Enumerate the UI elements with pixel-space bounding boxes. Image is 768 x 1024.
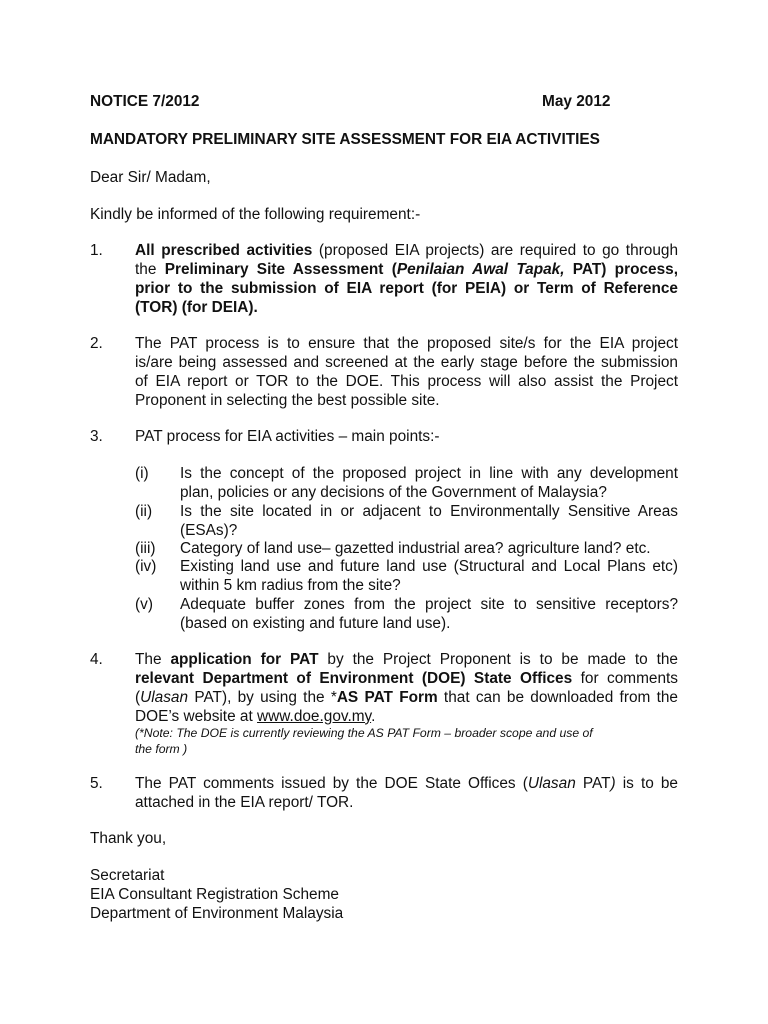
- subitem-numeral: (v): [135, 596, 153, 613]
- subitem-text: Is the site located in or adjacent to Environmentally Sensitive Areas (ESAs)?: [180, 503, 678, 539]
- subitem-text: Existing land use and future land use (Structural and Local Plans etc) within 5 km radius from the site?: [180, 558, 678, 594]
- item-2-text: The PAT process is to ensure that the proposed site/s for the EIA project is/are being assessed and screened at the early stage before the submission of EIA report or TOR to the DOE. This process will also assist the Project Proponent in selecting the best possible site.: [135, 335, 678, 409]
- closing: Thank you,: [90, 830, 167, 847]
- subitem-numeral: (iv): [135, 558, 157, 575]
- salutation: Dear Sir/ Madam,: [90, 169, 211, 186]
- subitem-numeral: (i): [135, 465, 149, 482]
- subitem-text: Is the concept of the proposed project in line with any development plan, policies or any decisions of the Government of Malaysia?: [180, 465, 678, 501]
- item-number: 3.: [90, 428, 103, 445]
- item-5-text: The PAT comments issued by the DOE State Offices (Ulasan PAT) is to be attached in the EIA report/ TOR.: [135, 775, 678, 811]
- doe-website-link[interactable]: www.doe.gov.my: [257, 707, 372, 725]
- notice-number: NOTICE 7/2012: [90, 93, 200, 110]
- item-number: 5.: [90, 775, 103, 792]
- subitem-numeral: (iii): [135, 540, 156, 557]
- signature-line: EIA Consultant Registration Scheme: [90, 886, 339, 903]
- signature-line: Department of Environment Malaysia: [90, 905, 344, 922]
- document-title: MANDATORY PRELIMINARY SITE ASSESSMENT FOR EIA ACTIVITIES: [90, 131, 600, 148]
- item-1-text: All prescribed activities (proposed EIA projects) are required to go through the Preliminary Site Assessment (Penilaian Awal Tapak, PAT) process, prior to the submission of EIA report (for PEIA) or Term of Reference (TOR) (for DEIA).: [135, 242, 678, 316]
- notice-date: May 2012: [542, 93, 611, 110]
- item-3-text: PAT process for EIA activities – main points:-: [135, 428, 440, 445]
- signature-line: Secretariat: [90, 867, 165, 884]
- item-4-note: (*Note: The DOE is currently reviewing the AS PAT Form – broader scope and use of the form ): [135, 726, 593, 756]
- item-number: 4.: [90, 651, 103, 668]
- subitem-numeral: (ii): [135, 503, 153, 520]
- item-number: 1.: [90, 242, 103, 259]
- item-number: 2.: [90, 335, 103, 352]
- subitem-text: Adequate buffer zones from the project site to sensitive receptors? (based on existing and future land use).: [180, 596, 678, 632]
- item-4-text: The application for PAT by the Project Proponent is to be made to the relevant Department of Environment (DOE) State Offices for comments (Ulasan PAT), by using the *AS PAT Form that can be downloaded from the DOE’s website at www.doe.gov.my.: [135, 651, 678, 725]
- subitem-text: Category of land use– gazetted industrial area? agriculture land? etc.: [180, 540, 651, 557]
- intro-text: Kindly be informed of the following requirement:-: [90, 206, 421, 223]
